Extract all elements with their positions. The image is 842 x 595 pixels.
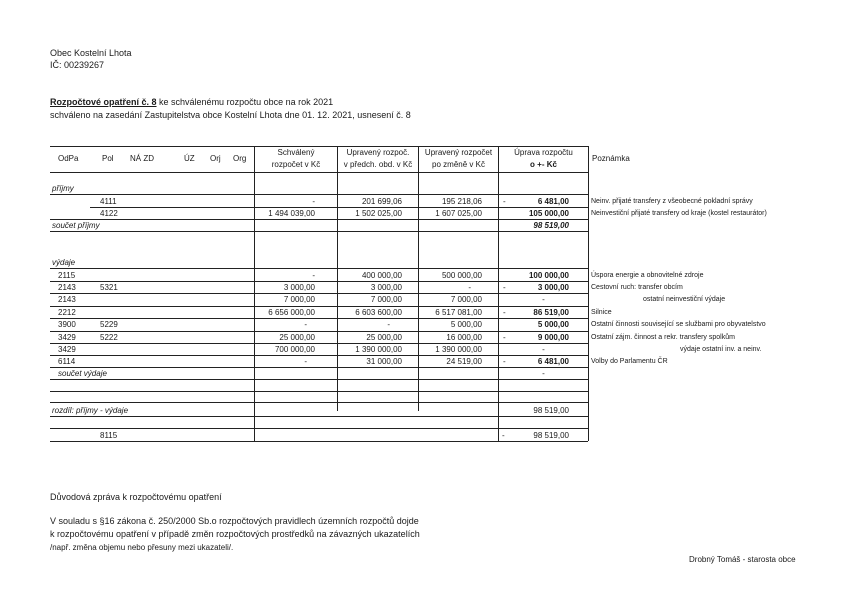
col-header-uprava-2: o +- Kč xyxy=(530,160,557,169)
col-header-upraveny-2: v předch. obd. v Kč xyxy=(343,160,413,169)
company-id: IČ: 00239267 xyxy=(50,60,105,70)
row-schvaleny: 3 000,00 xyxy=(283,283,315,292)
row-upraveny: 1 502 025,00 xyxy=(355,209,402,218)
col-header-schvaleny-2: rozpočet v Kč xyxy=(271,160,321,169)
title-rest: ke schválenému rozpočtu obce na rok 2021 xyxy=(156,97,334,107)
col-header-uprava-1: Úprava rozpočtu xyxy=(514,148,573,157)
col-header-upraveny-po-2: po změně v Kč xyxy=(432,160,485,169)
row-odpa: 2143 xyxy=(58,295,76,304)
row-poznamka: Ostatní zájm. činnost a rekr. transfery spolkům xyxy=(591,334,735,341)
row-schvaleny: - xyxy=(304,357,307,366)
row-pol: 4111 xyxy=(100,197,117,206)
row-odpa: 3429 xyxy=(58,333,76,342)
row-upraveny: 7 000,00 xyxy=(370,295,402,304)
row-poznamka: Cestovní ruch: transfer obcím xyxy=(591,284,683,291)
row-sign: - xyxy=(503,357,506,366)
col-header-org: Org xyxy=(233,154,247,163)
row-upraveny: 3 000,00 xyxy=(370,283,402,292)
row-upraveny: 1 390 000,00 xyxy=(355,345,402,354)
rozdil-label: rozdíl: příjmy - výdaje xyxy=(52,406,129,415)
row-upraveny: 31 000,00 xyxy=(366,357,402,366)
row-sign: - xyxy=(503,333,506,342)
col-header-schvaleny xyxy=(255,148,337,170)
row-uprava: 5 000,00 xyxy=(537,320,569,329)
row-upraveny-po: 1 607 025,00 xyxy=(435,209,482,218)
row-uprava: - xyxy=(542,345,545,354)
row-odpa: 3429 xyxy=(58,345,76,354)
row-upraveny: 6 603 600,00 xyxy=(355,308,402,317)
row-upraveny-po: 5 000,00 xyxy=(450,320,482,329)
col-header-uz: ÚZ xyxy=(184,154,195,163)
municipality-name: Obec Kostelní Lhota xyxy=(50,48,132,58)
signature: Drobný Tomáš - starosta obce xyxy=(689,555,796,564)
note-line: k rozpočtovému opatření v případě změn rozpočtových prostředků na závazných ukazatelích xyxy=(50,529,420,539)
row-schvaleny: - xyxy=(304,320,307,329)
row-odpa: 2115 xyxy=(58,271,76,280)
note-heading: Důvodová zpráva k rozpočtovému opatření xyxy=(50,492,222,502)
row-pol: 5222 xyxy=(100,333,118,342)
row-upraveny: 201 699,06 xyxy=(361,197,402,206)
row-poznamka: Neinvestiční přijaté transfery od kraje (kostel restaurátor) xyxy=(591,210,767,217)
row-uprava: 100 000,00 xyxy=(528,271,569,280)
row-upraveny-po: 16 000,00 xyxy=(446,333,482,342)
row-uprava: 6 481,00 xyxy=(537,357,569,366)
col-header-upraveny xyxy=(338,148,418,170)
note-line: V souladu s §16 zákona č. 250/2000 Sb.o rozpočtových pravidlech územních rozpočtů dojde xyxy=(50,516,419,526)
row-pol: 4122 xyxy=(100,209,118,218)
financing-value: 98 519,00 xyxy=(533,431,569,440)
row-schvaleny: 7 000,00 xyxy=(283,295,315,304)
row-uprava: - xyxy=(542,295,545,304)
row-upraveny-po: 7 000,00 xyxy=(450,295,482,304)
col-header-pol: Pol xyxy=(102,154,114,163)
row-odpa: 2212 xyxy=(58,308,76,317)
row-schvaleny: 25 000,00 xyxy=(279,333,315,342)
row-uprava: 9 000,00 xyxy=(537,333,569,342)
section-prijmy: příjmy xyxy=(52,184,74,193)
row-uprava: 105 000,00 xyxy=(528,209,569,218)
col-header-upraveny-po xyxy=(419,148,498,170)
row-poznamka: výdaje ostatní inv. a neinv. xyxy=(680,346,762,353)
row-sign: - xyxy=(503,283,506,292)
row-upraveny-po: 6 517 081,00 xyxy=(435,308,482,317)
row-schvaleny: 700 000,00 xyxy=(274,345,315,354)
col-header-orj: Orj xyxy=(210,154,221,163)
row-odpa: 2143 xyxy=(58,283,76,292)
row-poznamka: Neinv. přijaté transfery z všeobecné pokladní správy xyxy=(591,198,753,205)
row-upraveny-po: - xyxy=(468,283,471,292)
col-header-upraveny-1: Upravený rozpoč. xyxy=(346,148,410,157)
row-upraveny: 25 000,00 xyxy=(366,333,402,342)
row-upraveny-po: 1 390 000,00 xyxy=(435,345,482,354)
soucet-prijmy-value: 98 519,00 xyxy=(533,221,569,230)
soucet-vydaje-value: - xyxy=(542,369,545,378)
row-poznamka: Ostatní činnosti související se službami pro obyvatelstvo xyxy=(591,321,766,328)
row-uprava: 3 000,00 xyxy=(537,283,569,292)
row-pol: 5321 xyxy=(100,283,118,292)
row-upraveny: - xyxy=(387,320,390,329)
approval-line: schváleno na zasedání Zastupitelstva obce Kostelní Lhota dne 01. 12. 2021, usnesení č. 8 xyxy=(50,110,411,120)
row-upraveny: 400 000,00 xyxy=(361,271,402,280)
section-vydaje: výdaje xyxy=(52,258,76,267)
row-schvaleny: - xyxy=(312,197,315,206)
col-header-odpa: OdPa xyxy=(58,154,79,163)
row-sign: - xyxy=(503,308,506,317)
row-schvaleny: 1 494 039,00 xyxy=(268,209,315,218)
row-uprava: 6 481,00 xyxy=(537,197,569,206)
row-sign: - xyxy=(503,197,506,206)
row-schvaleny: 6 656 000,00 xyxy=(268,308,315,317)
row-poznamka: ostatní neinvestiční výdaje xyxy=(643,296,726,303)
row-pol: 5229 xyxy=(100,320,118,329)
row-upraveny-po: 195 218,06 xyxy=(441,197,482,206)
document-title xyxy=(50,97,333,108)
col-header-nazd: NÁ ZD xyxy=(130,154,154,163)
col-header-schvaleny-1: Schválený xyxy=(277,148,315,157)
col-header-poznamka: Poznámka xyxy=(592,154,630,163)
soucet-prijmy-label: součet příjmy xyxy=(52,221,100,230)
row-upraveny-po: 500 000,00 xyxy=(441,271,482,280)
col-header-upraveny-po-1: Upravený rozpočet xyxy=(424,148,493,157)
row-schvaleny: - xyxy=(312,271,315,280)
row-odpa: 3900 xyxy=(58,320,76,329)
row-uprava: 86 519,00 xyxy=(533,308,569,317)
note-line: /např. změna objemu nebo přesuny mezi ukazateli/. xyxy=(50,543,234,552)
financing-sign: - xyxy=(502,431,505,440)
soucet-vydaje-label: součet výdaje xyxy=(58,369,107,378)
row-upraveny-po: 24 519,00 xyxy=(446,357,482,366)
rozdil-value: 98 519,00 xyxy=(533,406,569,415)
col-header-uprava xyxy=(499,148,588,170)
row-odpa: 6114 xyxy=(58,357,76,366)
financing-pol: 8115 xyxy=(100,431,118,440)
title-bold: Rozpočtové opatření č. 8 xyxy=(50,97,157,107)
row-poznamka: Silnice xyxy=(591,309,612,316)
row-poznamka: Volby do Parlamentu ČR xyxy=(591,358,668,365)
row-poznamka: Úspora energie a obnovitelné zdroje xyxy=(591,272,704,279)
